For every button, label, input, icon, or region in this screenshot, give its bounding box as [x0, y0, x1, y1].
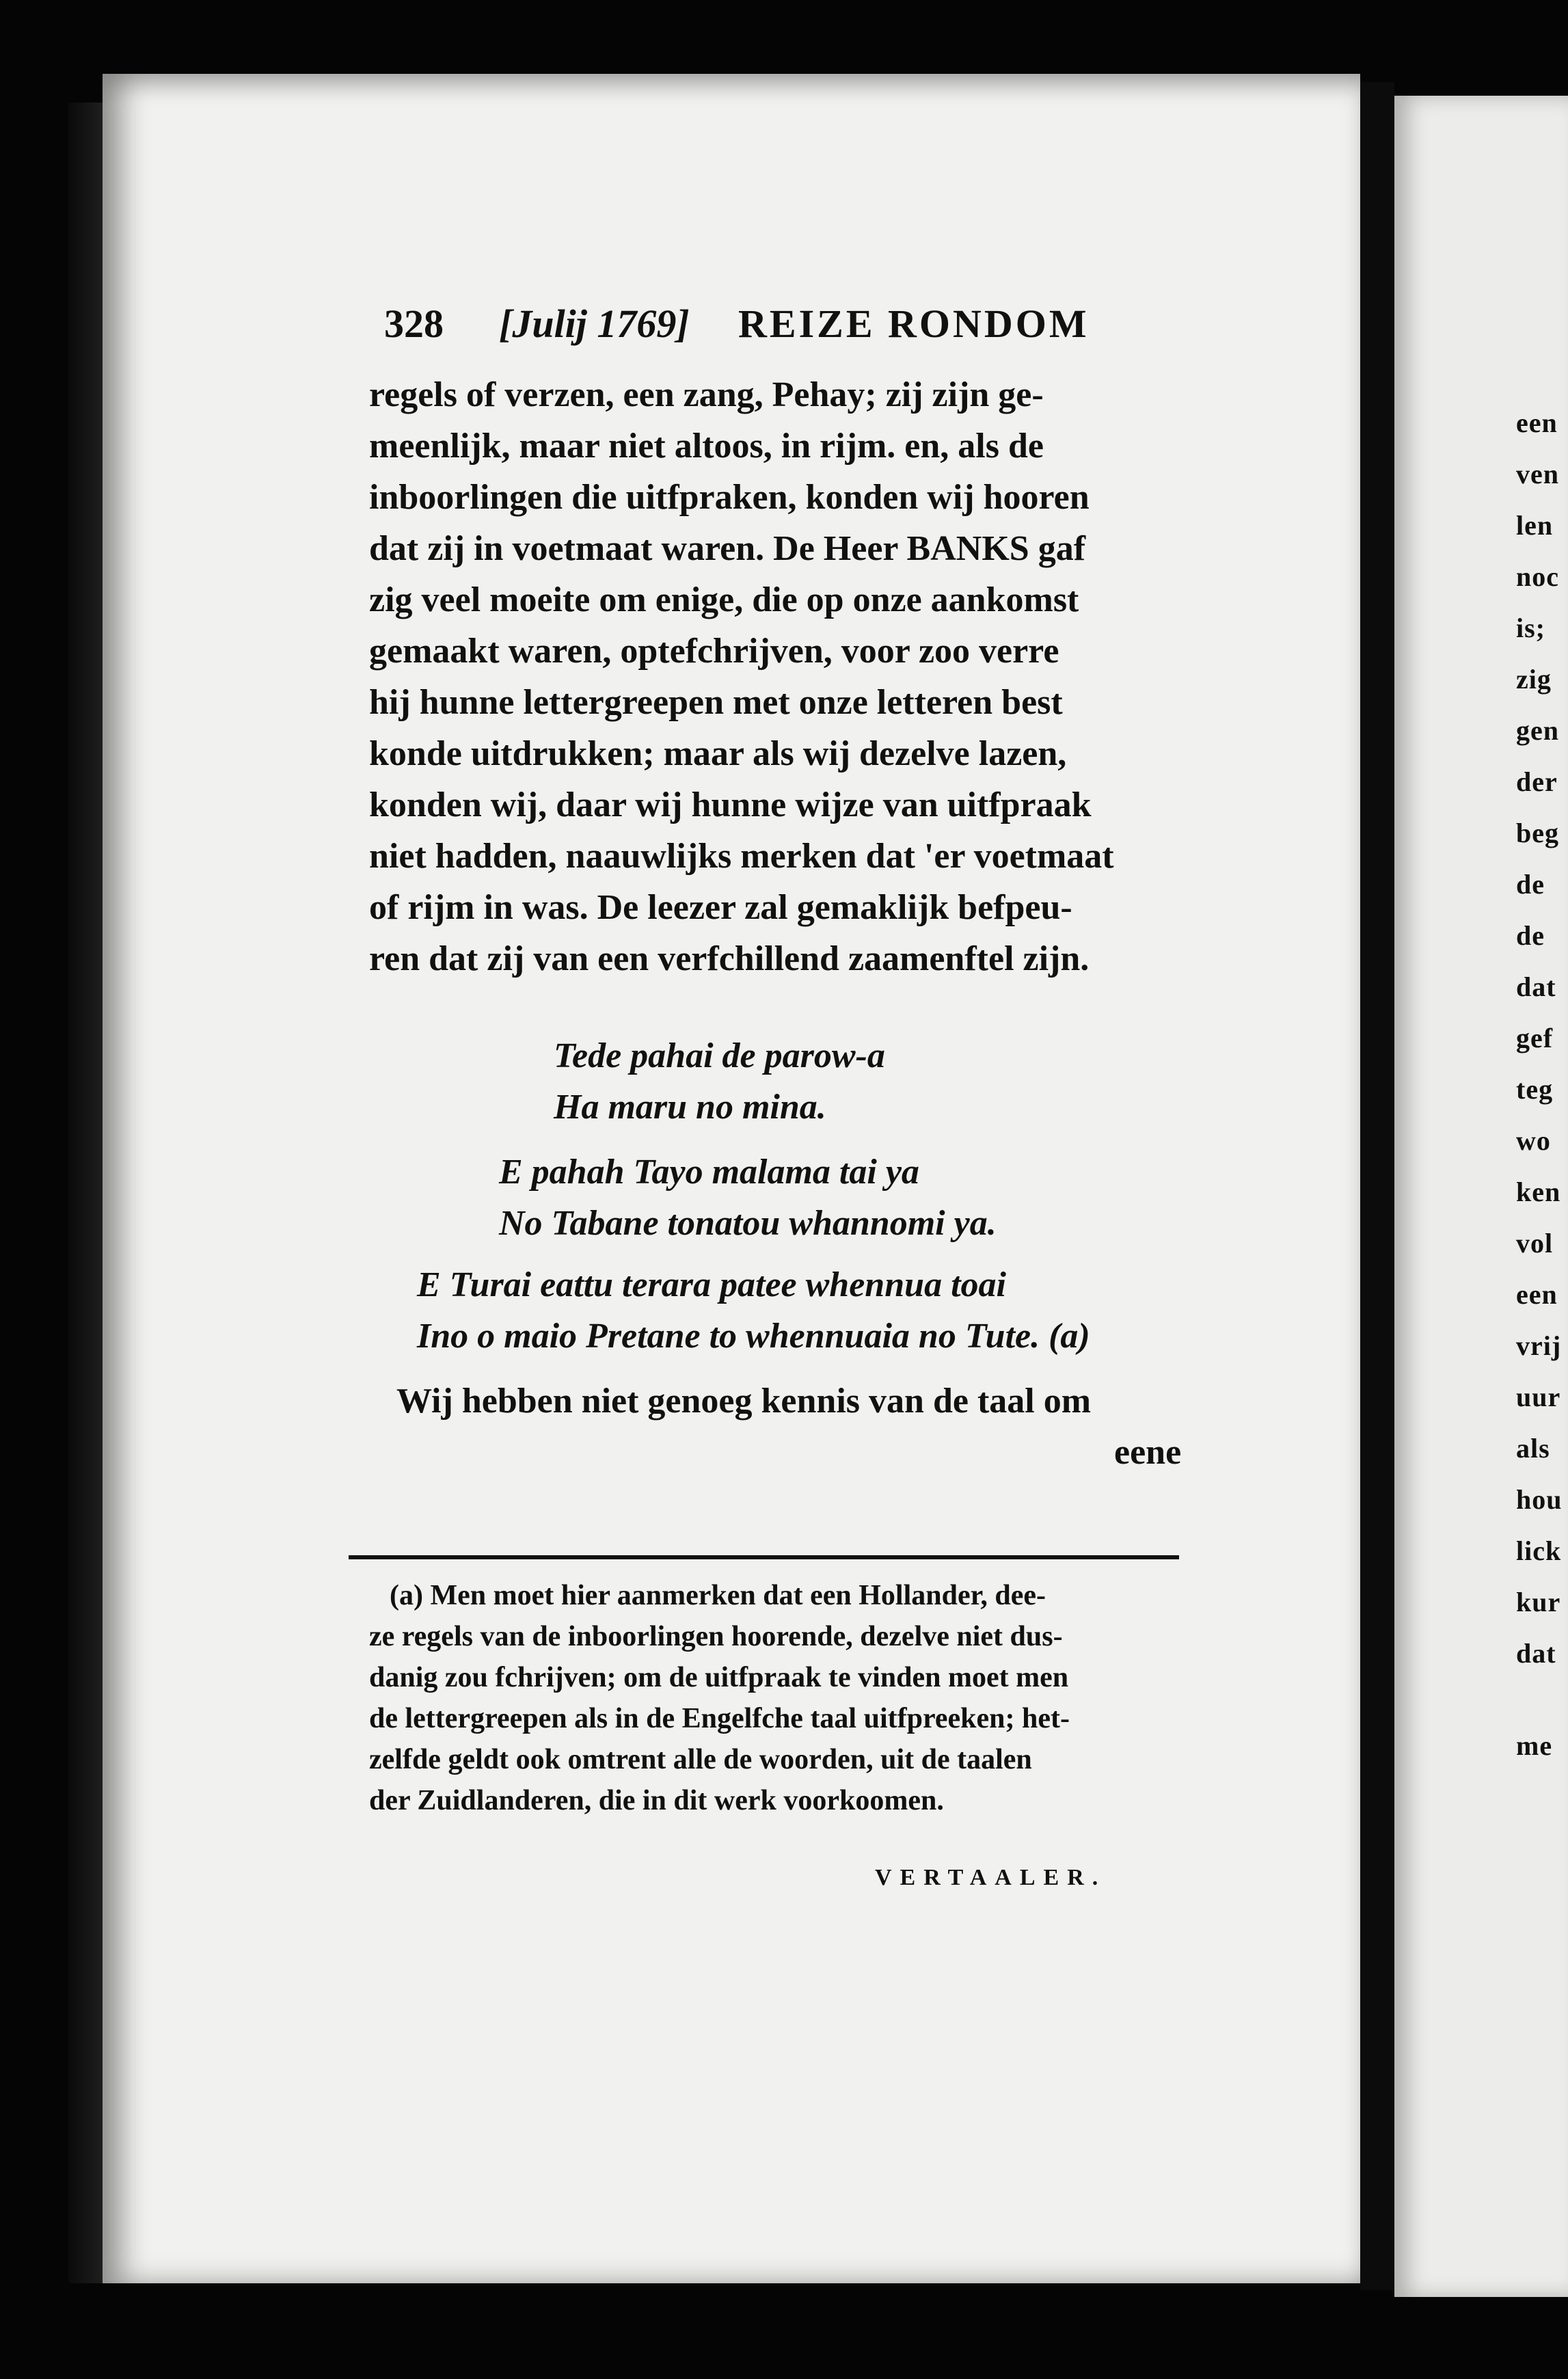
- facing-page-fragment: de: [1516, 869, 1545, 900]
- facing-page-fragment: een: [1516, 407, 1558, 438]
- catchword: eene: [1114, 1433, 1182, 1472]
- footnote-line: de lettergreepen als in de Engelfche taal uitfpreeken; het-: [369, 1703, 1070, 1734]
- facing-page-fragment: is;: [1516, 613, 1545, 643]
- header-date: [Julij 1769]: [499, 301, 690, 346]
- page-number: 328: [384, 301, 444, 346]
- verse-line: Tede pahai de parow-a: [554, 1036, 885, 1075]
- facing-page-fragment: de: [1516, 920, 1545, 951]
- body-line: hij hunne lettergreepen met onze letteren best: [369, 683, 1063, 722]
- facing-page-fragment: me: [1516, 1730, 1553, 1761]
- facing-page-fragment: kur: [1516, 1587, 1561, 1617]
- facing-page-fragment: dat: [1516, 1638, 1556, 1669]
- facing-page-fragment: gen: [1516, 715, 1559, 746]
- facing-page: [1394, 96, 1568, 2297]
- footnote-line: danig zou fchrijven; om de uitfpraak te vinden moet men: [369, 1662, 1069, 1693]
- verse-line: No Tabane tonatou whannomi ya.: [499, 1204, 997, 1243]
- footnote-line: (a) Men moet hier aanmerken dat een Hollander, dee-: [390, 1580, 1046, 1611]
- facing-page-fragment: zig: [1516, 664, 1552, 695]
- body-line: konden wij, daar wij hunne wijze van uitfpraak: [369, 785, 1092, 824]
- page-header: [369, 294, 1217, 355]
- footnote-line: der Zuidlanderen, die in dit werk voorkoomen.: [369, 1785, 944, 1816]
- facing-page-fragment: uur: [1516, 1382, 1561, 1412]
- facing-page-fragment: lick: [1516, 1535, 1562, 1566]
- running-head: REIZE RONDOM: [738, 301, 1090, 346]
- facing-page-fragment: vol: [1516, 1228, 1554, 1259]
- body-line: dat zij in voetmaat waren. De Heer BANKS gaf: [369, 529, 1086, 568]
- body-line: konde uitdrukken; maar als wij dezelve lazen,: [369, 734, 1067, 773]
- facing-page-fragment: der: [1516, 766, 1558, 797]
- body-line: meenlijk, maar niet altoos, in rijm. en, als de: [369, 427, 1044, 466]
- body-line: of rijm in was. De leezer zal gemaklijk befpeu-: [369, 888, 1072, 927]
- verse-line: E pahah Tayo malama tai ya: [499, 1153, 919, 1192]
- body-line: regels of verzen, een zang, Pehay; zij zijn ge-: [369, 375, 1044, 414]
- facing-page-fragment: dat: [1516, 971, 1556, 1002]
- verse-line: Ino o maio Pretane to whennuaia no Tute. (a): [417, 1317, 1090, 1356]
- footnote-rule: [349, 1555, 1179, 1559]
- footnote-signature: VERTAALER.: [875, 1865, 1107, 1890]
- facing-page-fragment: noc: [1516, 561, 1559, 592]
- facing-page-fragment: beg: [1516, 818, 1559, 848]
- body-line: niet hadden, naauwlijks merken dat 'er voetmaat: [369, 837, 1114, 876]
- footnote-line: ze regels van de inboorlingen hoorende, dezelve niet dus-: [369, 1621, 1063, 1652]
- body-line: ren dat zij van een verfchillend zaamenftel zijn.: [369, 939, 1090, 978]
- facing-page-fragment: een: [1516, 1279, 1558, 1310]
- facing-page-fragment: als: [1516, 1433, 1550, 1464]
- body-line: gemaakt waren, optefchrijven, voor zoo verre: [369, 632, 1059, 671]
- body-line: zig veel moeite om enige, die op onze aankomst: [369, 580, 1079, 619]
- verse-line: E Turai eattu terara patee whennua toai: [417, 1265, 1006, 1304]
- book-gutter: [1360, 82, 1394, 2290]
- facing-page-fragment: hou: [1516, 1484, 1563, 1515]
- body-line: inboorlingen die uitfpraken, konden wij hooren: [369, 478, 1090, 517]
- facing-page-fragment: vrij: [1516, 1330, 1562, 1361]
- footnote-line: zelfde geldt ook omtrent alle de woorden, uit de taalen: [369, 1744, 1032, 1775]
- verse-line: Ha maru no mina.: [554, 1088, 826, 1127]
- facing-page-fragment: teg: [1516, 1074, 1554, 1105]
- facing-page-fragment: wo: [1516, 1125, 1551, 1156]
- facing-page-fragment: ven: [1516, 459, 1559, 489]
- facing-page-fragment: gef: [1516, 1023, 1554, 1053]
- facing-page-fragment: ken: [1516, 1177, 1561, 1207]
- facing-page-fragment: len: [1516, 510, 1554, 541]
- body-line: Wij hebben niet genoeg kennis van de taal om: [396, 1382, 1092, 1421]
